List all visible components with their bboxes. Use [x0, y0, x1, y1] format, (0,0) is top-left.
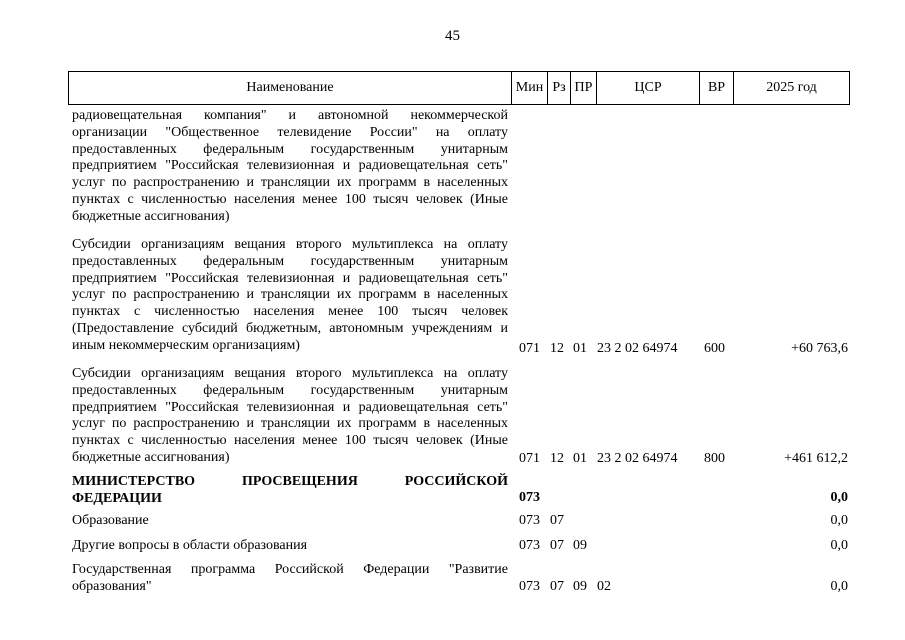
row-rz: 07 [550, 513, 564, 528]
header-year: 2025 год [733, 71, 850, 105]
row-csr: 23 2 02 64974 [597, 451, 678, 466]
header-name: Наименование [68, 71, 512, 105]
row-name: радиовещательная компания" и автономной некоммерческой организации "Общественное телевидение России" на оплату предоставленных федеральным государственным унитарным предприятием "Российская телевизионная и радиовещательная сеть" услуг по распространению и трансляции их программ в населенных пунктах с численностью населения менее 100 тысяч человек (Иные бюджетные ассигнования) [72, 108, 508, 224]
row-rz: 12 [550, 451, 564, 466]
row-name: Другие вопросы в области образования [72, 538, 308, 553]
header-vr: ВР [699, 71, 734, 105]
header-csr: ЦСР [596, 71, 700, 105]
row-name: МИНИСТЕРСТВО ПРОСВЕЩЕНИЯ РОССИЙСКОЙ ФЕДЕРАЦИИ [72, 474, 508, 506]
row-value: +461 612,2 [784, 451, 848, 466]
header-rz: Рз [547, 71, 571, 105]
row-min: 071 [519, 341, 540, 356]
row-rz: 12 [550, 341, 564, 356]
row-name: Государственная программа Российской Федерации "Развитие образования" [72, 562, 508, 594]
row-min: 073 [519, 538, 540, 553]
row-pr: 01 [573, 451, 587, 466]
row-name: Субсидии организациям вещания второго мультиплекса на оплату предоставленных федеральным государственным унитарным предприятием "Российская телевизионная и радиовещательная сеть" услуг по распространению и трансляции их программ в населенных пунктах с численностью населения менее 100 тысяч человек (Предоставление субсидий бюджетным, автономным учреждениям и иным некоммерческим организациям) [72, 237, 508, 353]
row-csr: 23 2 02 64974 [597, 341, 678, 356]
page-number: 45 [445, 28, 460, 44]
row-value: +60 763,6 [791, 341, 848, 356]
row-rz: 07 [550, 538, 564, 553]
row-min: 073 [519, 490, 540, 505]
row-value: 0,0 [830, 538, 848, 553]
row-pr: 09 [573, 579, 587, 594]
row-min: 073 [519, 513, 540, 528]
row-min: 073 [519, 579, 540, 594]
row-name: Образование [72, 513, 149, 528]
row-vr: 800 [704, 451, 725, 466]
header-pr: ПР [570, 71, 597, 105]
header-min: Мин [511, 71, 548, 105]
row-value: 0,0 [830, 579, 848, 594]
row-pr: 09 [573, 538, 587, 553]
row-csr: 02 [597, 579, 611, 594]
row-vr: 600 [704, 341, 725, 356]
row-value: 0,0 [830, 490, 848, 505]
row-name: Субсидии организациям вещания второго мультиплекса на оплату предоставленных федеральным государственным унитарным предприятием "Российская телевизионная и радиовещательная сеть" услуг по распространению и трансляции их программ в населенных пунктах с численностью населения менее 100 тысяч человек (Иные бюджетные ассигнования) [72, 366, 508, 465]
row-pr: 01 [573, 341, 587, 356]
row-value: 0,0 [830, 513, 848, 528]
row-rz: 07 [550, 579, 564, 594]
row-min: 071 [519, 451, 540, 466]
